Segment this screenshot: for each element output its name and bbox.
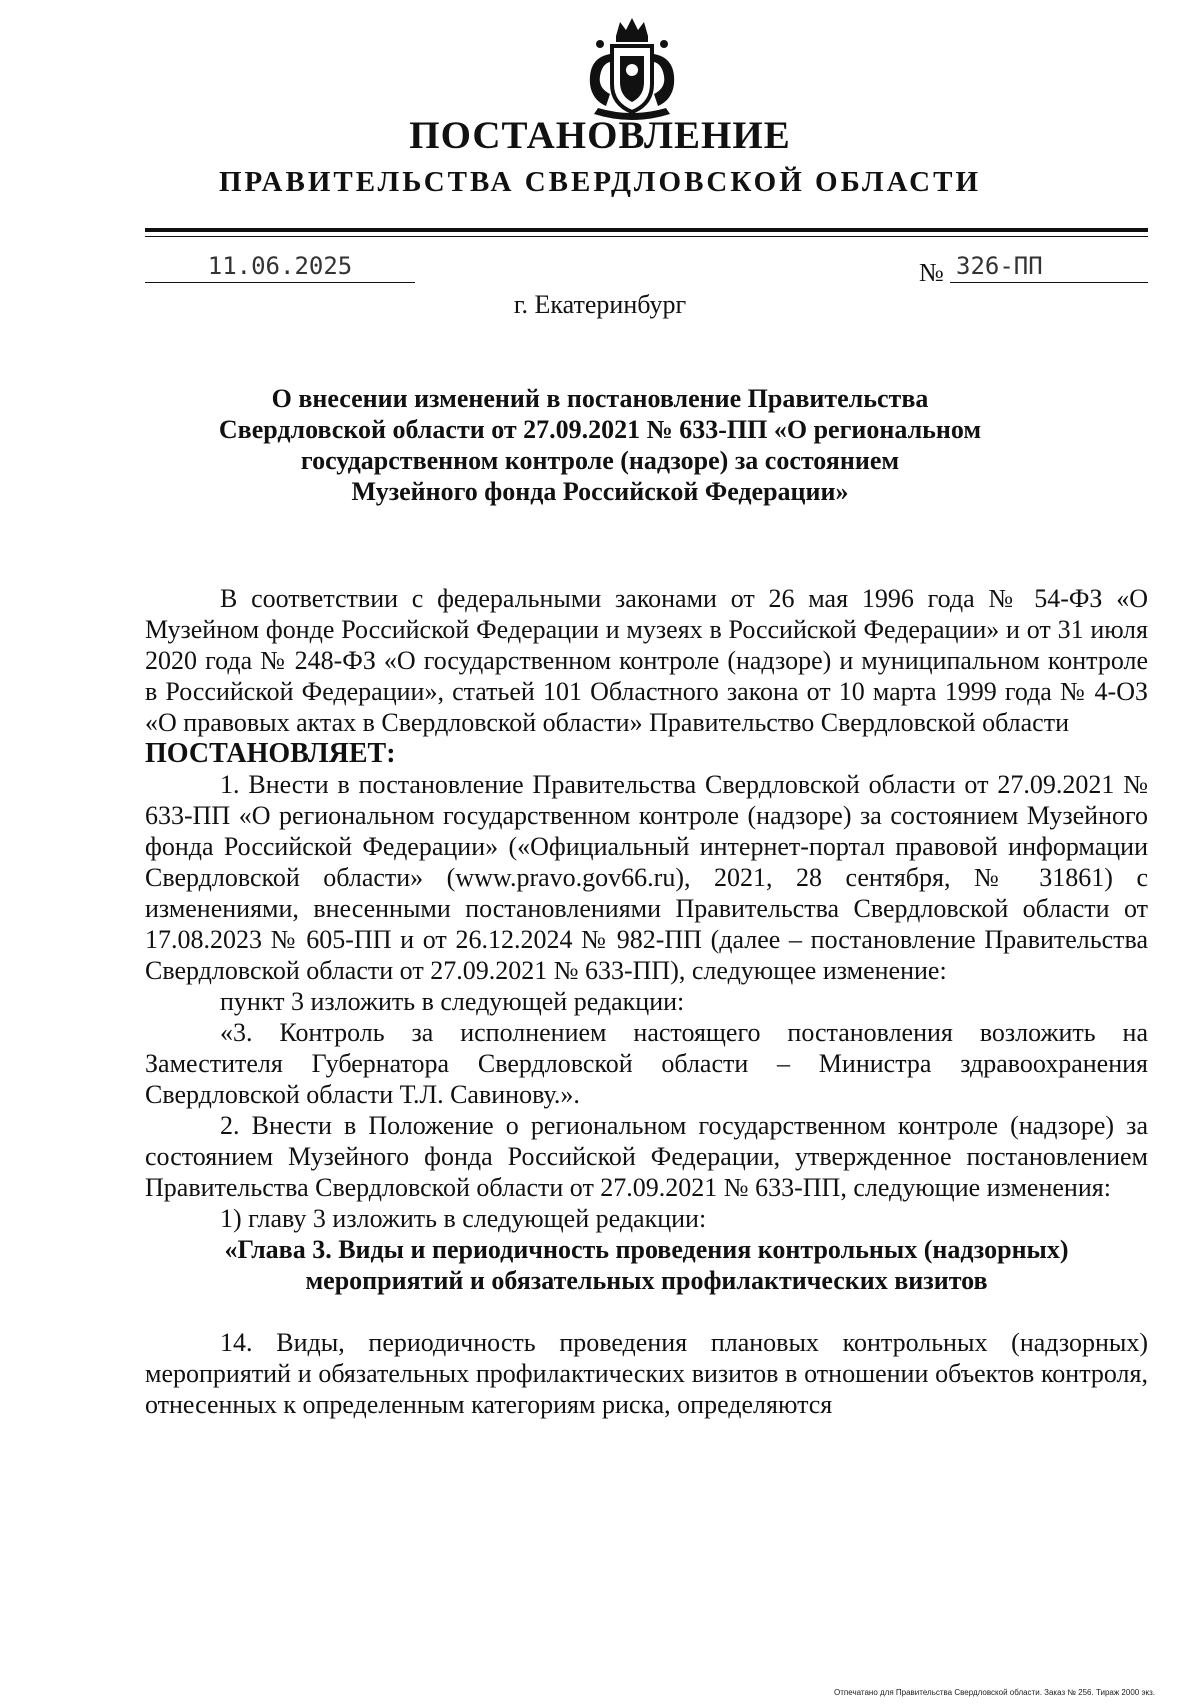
item-1-paragraph: 1. Внести в постановление Правительства Свердловской области от 27.09.2021 № 633-ПП «О региональном государственном контроле (надзоре) за состоянием Музейного фонда Российской Федерации» («Официальный интернет-портал правовой информации Свердловской области» (www.pravo.gov66.ru), 2021, 28 сентября, № 31861) с изменениями, внесенными постановлениями Правительства Свердловской области от 17.08.2023 № 605-ПП и от 26.12.2024 № 982-ПП (далее – постановление Правительства Свердловской области от 27.09.2021 № 633-ПП), следующее изменение:: [145, 770, 1148, 985]
preamble-paragraph: В соответствии с федеральными законами от 26 мая 1996 года № 54-ФЗ «О Музейном фонде Российской Федерации и музеях в Российской Федерации» и от 31 июля 2020 года № 248-ФЗ «О государственном контроле (надзоре) и муниципальном контроле в Российской Федерации», статьей 101 Областного закона от 10 марта 1999 года № 4-ОЗ «О правовых актах в Свердловской области» Правительство Свердловской области: [145, 584, 1148, 737]
spacer: [145, 1296, 1148, 1327]
resolves-heading: ПОСТАНОВЛЯЕТ:: [145, 738, 396, 769]
city: г. Екатеринбург: [513, 290, 687, 319]
document-title-line: Свердловской области от 27.09.2021 № 633-ПП «О региональном: [218, 415, 982, 444]
document-title: [180, 383, 1020, 507]
item-2-subitem-1: 1) главу 3 изложить в следующей редакции:: [220, 1204, 707, 1233]
document-title-line: О внесении изменений в постановление Правительства: [271, 384, 929, 413]
document-title-line: Музейного фонда Российской Федерации»: [351, 477, 849, 506]
item-1-quote: «3. Контроль за исполнением настоящего постановления возложить на Заместителя Губернатора Свердловской области – Министра здравоохранения Свердловской области Т.Л. Савинову.».: [145, 1018, 1148, 1109]
coat-of-arms-icon: [580, 14, 684, 126]
print-footer: Отпечатано для Правительства Свердловской области. Заказ № 256. Тираж 2000 экз.: [834, 1688, 1155, 1697]
item-1-point: пункт 3 изложить в следующей редакции:: [220, 987, 685, 1016]
document-type-title: ПОСТАНОВЛЕНИЕ: [409, 114, 791, 157]
item-2-paragraph: 2. Внести в Положение о региональном государственном контроле (надзоре) за состоянием Музейного фонда Российской Федерации, утвержденное постановлением Правительства Свердловской области от 27.09.2021 № 633-ПП, следующие изменения:: [145, 1111, 1148, 1202]
paragraph-14: 14. Виды, периодичность проведения плановых контрольных (надзорных) мероприятий и обязательных профилактических визитов в отношении объектов контроля, отнесенных к определенным категориям риска, определяются: [145, 1328, 1148, 1419]
document-title-line: государственном контроле (надзоре) за состоянием: [300, 446, 900, 475]
issuing-authority: ПРАВИТЕЛЬСТВА СВЕРДЛОВСКОЙ ОБЛАСТИ: [218, 166, 982, 198]
document-date: 11.06.2025: [145, 252, 415, 283]
document-body: [145, 583, 1148, 1420]
document-number: 326-ПП: [950, 252, 1148, 283]
number-sign: №: [919, 258, 944, 287]
header-rule-thin: [145, 236, 1148, 237]
chapter-title-line: мероприятий и обязательных профилактических визитов: [305, 1266, 988, 1295]
chapter-title-line: «Глава 3. Виды и периодичность проведения контрольных (надзорных): [224, 1235, 1069, 1264]
header-rule-thick: [145, 228, 1148, 232]
